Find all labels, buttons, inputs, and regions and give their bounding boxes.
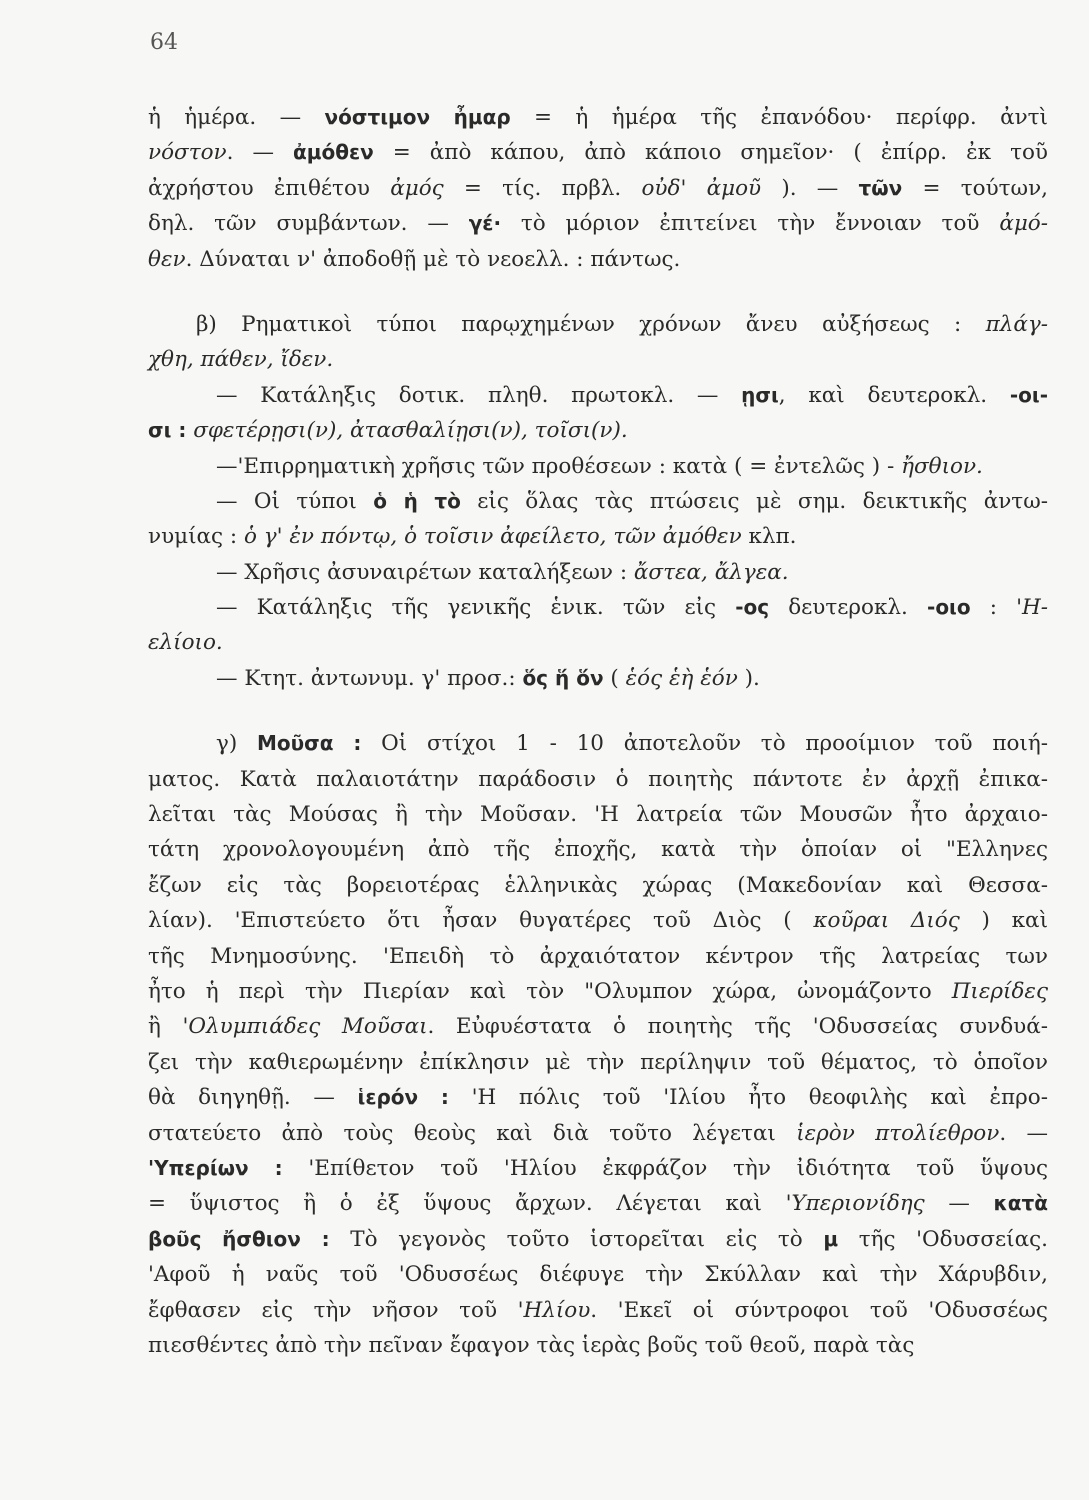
bold-term: γέ·	[468, 211, 502, 236]
bold-term: ἀμόθεν	[293, 140, 374, 165]
italic-text: ἀμό-	[999, 211, 1049, 237]
text-run: στατεύετο ἀπὸ τοὺς θεοὺς καὶ διὰ τοῦτο λέγεται	[148, 1120, 797, 1146]
bold-term: ῃσι	[741, 382, 779, 407]
text-line	[148, 1151, 1048, 1186]
text-run: τάτη χρονολογουμένη ἀπὸ τῆς ἐποχῆς, κατὰ τὴν ὁποίαν οἱ "Ελληνες	[148, 837, 1048, 863]
text-line	[148, 171, 1048, 206]
text-run: τὸ μόριον ἐπιτείνει τὴν ἔννοιαν τοῦ	[501, 211, 1000, 237]
text-run: : '	[970, 595, 1022, 621]
text-run: (	[603, 665, 626, 691]
text-line	[148, 519, 1048, 554]
text-line	[148, 726, 1048, 761]
text-run: πιεσθέντες ἀπὸ τὴν πεῖναν ἔφαγον τὰς ἱερὰς βοῦς τοῦ θεοῦ, παρὰ τὰς	[148, 1332, 915, 1358]
italic-text: 'Ηλίου	[517, 1297, 591, 1323]
text-run: λίαν). 'Επιστεύετο ὅτι ἦσαν θυγατέρες τοῦ Διὸς (	[148, 908, 814, 934]
text-line	[148, 797, 1048, 832]
bold-term: σι :	[148, 418, 187, 443]
text-run: ).	[737, 665, 760, 691]
text-run: εἰς ὅλας τὰς πτώσεις μὲ σημ. δεικτικῆς ἀντω-	[460, 488, 1049, 514]
italic-text: ἄστεα, ἄλγεα.	[633, 559, 789, 585]
text-run: ἀχρήστου ἐπιθέτου	[148, 175, 391, 201]
text-line	[148, 413, 1048, 448]
text-run: ἡ ἡμέρα. —	[148, 105, 325, 130]
text-line	[148, 206, 1048, 241]
italic-text: ἀμός	[390, 175, 444, 201]
text-run: —'Επιρρηματικὴ χρῆσις τῶν προθέσεων : κατὰ ( = ἐντελῶς ) -	[216, 453, 902, 479]
page-number: 64	[150, 30, 178, 55]
text-run: ματος. Κατὰ παλαιοτάτην παράδοσιν ὁ ποιητὴς πάντοτε ἐν ἀρχῇ ἐπικα-	[148, 766, 1048, 792]
italic-text: ελίοιο.	[148, 630, 223, 656]
text-run: — Κατάληξις δοτικ. πληθ. πρωτοκλ. —	[216, 382, 742, 408]
text-run: ἦτο ἡ περὶ τὴν Πιερίαν καὶ τὸν "Ολυμπον χώρα, ὠνομάζοντο	[148, 978, 952, 1004]
text-run: — Χρῆσις ἀσυναιρέτων καταλήξεων :	[216, 559, 634, 585]
bold-term: ὁ ἡ τὸ	[373, 488, 461, 513]
text-run: 'Η πόλις τοῦ 'Ιλίου ἦτο θεοφιλὴς καὶ ἐπρο-	[448, 1085, 1048, 1111]
bold-term: -οι-	[1009, 382, 1048, 407]
bold-term: ὅς ἥ ὅν	[522, 665, 604, 690]
italic-text: Η-	[1021, 595, 1048, 621]
text-line	[148, 555, 1048, 590]
text-line	[148, 832, 1048, 867]
text-run: , καὶ δευτεροκλ.	[778, 382, 1010, 408]
text-run: . Δύναται ν' ἀποδοθῇ μὲ τὸ νεοελλ. : πάντως.	[185, 246, 681, 272]
text-line	[148, 1186, 1048, 1221]
text-line	[148, 342, 1048, 377]
text-run: = ἀπὸ κάπου, ἀπὸ κάποιο σημεῖον· ( ἐπίρρ. ἐκ τοῦ	[373, 140, 1048, 166]
text-line	[148, 307, 1048, 342]
text-line	[148, 378, 1048, 413]
italic-text: πλάγ-	[985, 311, 1048, 337]
bold-term: βοῦς ἤσθιον :	[148, 1226, 330, 1251]
text-line	[148, 1080, 1048, 1115]
text-line	[148, 903, 1048, 938]
text-line	[148, 625, 1048, 660]
text-line	[148, 484, 1048, 519]
text-line	[148, 1222, 1048, 1257]
text-run: δηλ. τῶν συμβάντων. —	[148, 211, 469, 237]
text-run: λεῖται τὰς Μούσας ἢ τὴν Μοῦσαν. 'Η λατρεία τῶν Μουσῶν ἦτο ἀρχαιο-	[148, 802, 1048, 828]
italic-text: ἑός ἑὴ ἑόν	[625, 665, 738, 691]
bold-term: νόστιμον ἦμαρ	[324, 105, 511, 129]
paragraph-nostimon	[148, 100, 1048, 277]
italic-text: ἤσθιον.	[901, 453, 983, 479]
text-run: ζει τὴν καθιερωμένην ἐπίκλησιν μὲ τὴν περίληψιν τοῦ θέματος, τὸ ὁποῖον	[148, 1049, 1048, 1075]
text-run: ). —	[761, 175, 859, 201]
text-run: — Κατάληξις τῆς γενικῆς ἑνικ. τῶν εἰς	[216, 595, 736, 621]
text-line	[148, 868, 1048, 903]
italic-text: νόστον	[148, 140, 227, 166]
bold-term: μ	[823, 1226, 839, 1251]
text-run: = ἡ ἡμέρα τῆς ἐπανόδου· περίφρ. ἀντὶ	[510, 105, 1048, 130]
text-line	[148, 762, 1048, 797]
text-line	[148, 100, 1048, 135]
text-line	[148, 661, 1048, 696]
text-run: θὰ διηγηθῇ. —	[148, 1085, 358, 1111]
text-run: ἢ	[148, 1014, 183, 1040]
text-run: = τούτων,	[902, 175, 1048, 201]
text-run: τῆς Μνημοσύνης. 'Επειδὴ τὸ ἀρχαιότατον κέντρον τῆς λατρείας των	[148, 943, 1048, 969]
text-run: —	[924, 1191, 994, 1217]
text-line	[148, 1116, 1048, 1151]
italic-text: ἱερὸν πτολίεθρον	[796, 1120, 1000, 1146]
text-line	[148, 590, 1048, 625]
bold-term: ἱερόν :	[357, 1085, 449, 1110]
text-run: γ)	[216, 731, 258, 757]
bold-term: -ος	[735, 595, 770, 620]
italic-text: χθη, πάθεν, ἴδεν.	[148, 347, 334, 373]
paragraph-grammar-notes	[148, 307, 1048, 696]
bold-term: κατὰ	[993, 1191, 1048, 1216]
italic-text: 'Υπεριονίδης	[785, 1191, 925, 1217]
text-run: — Οἱ τύποι	[216, 488, 374, 514]
text-run: — Κτητ. ἀντωνυμ. γ' προσ.:	[216, 665, 523, 691]
text-line	[148, 449, 1048, 484]
text-run: ἔζων εἰς τὰς βορειοτέρας ἑλληνικὰς χώρας (Μακεδονίαν καὶ Θεσσα-	[148, 872, 1048, 898]
text-line	[148, 1328, 1048, 1363]
text-run: τῆς 'Οδυσσείας.	[838, 1226, 1048, 1252]
text-run: β) Ρηματικοὶ τύποι παρῳχημένων χρόνων ἄνευ αὐξήσεως :	[196, 311, 986, 337]
text-run: ἔφθασεν εἰς τὴν νῆσον τοῦ	[148, 1297, 518, 1323]
text-line	[148, 1045, 1048, 1080]
text-line	[148, 1009, 1048, 1044]
italic-text: θεν	[148, 246, 186, 272]
italic-text: Πιερίδες	[951, 978, 1048, 1004]
text-line	[148, 1293, 1048, 1328]
italic-text: ὁ γ' ἐν πόντῳ, ὁ τοῖσιν ἀφείλετο, τῶν ἀμόθεν	[244, 524, 742, 550]
italic-text: 'Ολυμπιάδες Μοῦσαι	[182, 1014, 428, 1040]
text-run: 'Αφοῦ ἡ ναῦς τοῦ 'Οδυσσέως διέφυγε τὴν Σκύλλαν καὶ τὴν Χάρυβδιν,	[148, 1262, 1048, 1288]
document-body	[148, 100, 1048, 1363]
italic-text: σφετέρῃσι(ν), ἀτασθαλίῃσι(ν), τοῖσι(ν).	[193, 418, 628, 444]
bold-term: 'Υπερίων :	[148, 1155, 283, 1180]
text-run: ) καὶ	[959, 908, 1049, 934]
paragraph-mousa	[148, 726, 1048, 1363]
text-run: . Εὐφυέστατα ὁ ποιητὴς τῆς 'Οδυσσείας συνδυά-	[427, 1014, 1048, 1040]
text-line	[148, 242, 1048, 277]
bold-term: Μοῦσα :	[257, 731, 362, 756]
text-run: . —	[226, 140, 294, 166]
text-line	[148, 974, 1048, 1009]
text-run: Οἱ στίχοι 1 - 10 ἀποτελοῦν τὸ προοίμιον τοῦ ποιή-	[361, 731, 1049, 757]
italic-text: κοῦραι Διός	[813, 908, 960, 934]
text-run: δευτεροκλ.	[769, 595, 928, 621]
bold-term: τῶν	[858, 175, 903, 200]
text-run: . 'Εκεῖ οἱ σύντροφοι τοῦ 'Οδυσσέως	[590, 1297, 1048, 1323]
bold-term: -οιο	[927, 595, 971, 620]
text-run: . —	[999, 1120, 1048, 1146]
text-run: = ὕψιστος ἢ ὁ ἐξ ὕψους ἄρχων. Λέγεται καὶ	[148, 1191, 786, 1217]
text-run: Τὸ γεγονὸς τοῦτο ἱστορεῖται εἰς τὸ	[329, 1226, 824, 1252]
text-run: = τίς. πρβλ.	[443, 175, 642, 201]
text-line	[148, 135, 1048, 170]
text-line	[148, 939, 1048, 974]
text-run: νυμίας :	[148, 524, 245, 550]
text-run: κλπ.	[741, 524, 797, 550]
text-line	[148, 1257, 1048, 1292]
text-run: 'Επίθετον τοῦ 'Ηλίου ἐκφράζον τὴν ἰδιότητα τοῦ ὕψους	[282, 1155, 1049, 1181]
italic-text: οὐδ' ἀμοῦ	[641, 175, 762, 201]
